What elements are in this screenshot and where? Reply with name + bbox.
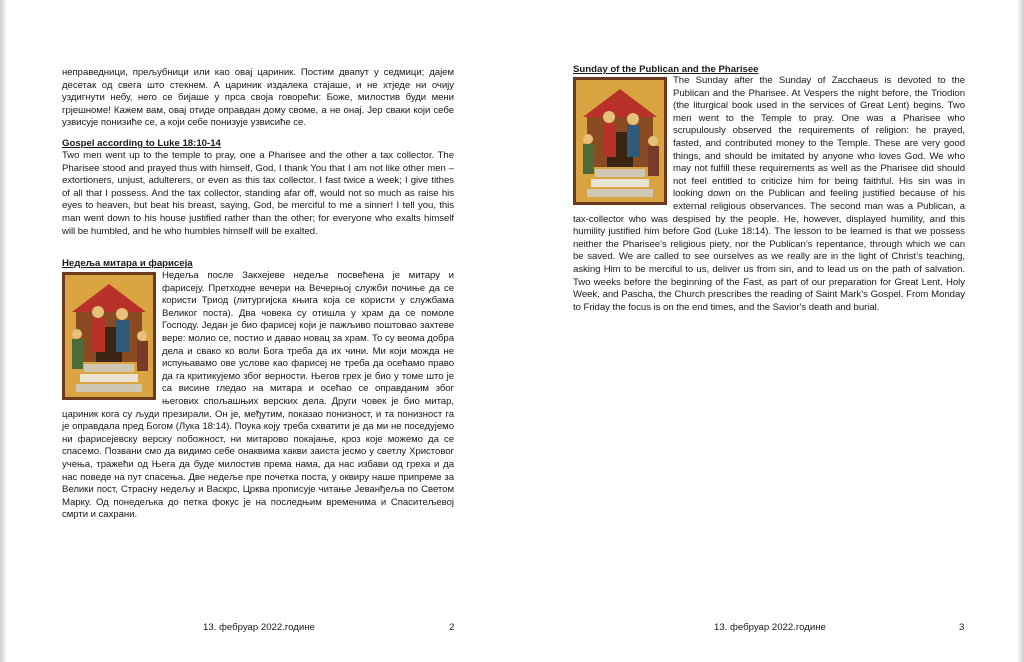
serbian-paragraph: Недеља после Закхејеве недеље посвећена је митару и фарисеју. Претходне вечери на Вечерњој служби почиње да се користи Триод (литургијска књига која се користи у службама Великог поста). Два човека су отишла у храм да се помоле Господу. Један је био фарисеј који је пажљиво поштовао захтеве вере: молио се, постио и давао новац за храм. То су веома добра дела и свако ко воли Бога треба да их чини. Ми који можда не испуњавамо ове услове као фарисеј не треба да осећамо право да га критикујемо због верности. Његов грех је био у томе што је са висине гледао на митара и осећао се оправданим због његових спољашњих верских дела. Други човек је био митар, цариник кога су људи презирали. Он је, међутим, показао понизност, и та понизност га је оправдала пред Богом (Лука 18:14). Поука коју треба схватити је да ми не поседујемо ни фарисејевску верску побожност, ни митарово покајање, кроз које можемо да се спасемо. Позвани смо да видимо себе онаквима какви заиста јесмо у светлу Христовог учења, тражећи од Њега да буде милостив према нама, да нас избави од греха и да нас поведе на пут спасења. Две недеље пре почетка поста, у оквиру наше припреме за Велики пост, Страсну недељу и Васкрс, Црква прописује читање Јеванђеља по Светом Марку. Од понедељка до петка фокус је на последњим временима и Спаситељевој смрти и сахрани.: [62, 270, 454, 521]
footer-date-right: 13. фебруар 2022.године: [714, 622, 826, 633]
gospel-heading: Gospel according to Luke 18:10-14: [62, 138, 221, 149]
serbian-heading: Недеља митара и фарисеја: [62, 258, 193, 269]
intro-paragraph: неправедници, прељубници или као овај цариник. Постим двапут у седмици; дајем десетак од свега што стекнем. А цариник издалека стајаше, и не хтједе ни очију уздигнути небу, него се бијаше у прса своја говорећи: Боже, милостив буди мени грјешноме! Кажем вам, овај отиде оправдан дому своме, а не онај. Јер сваки који себе узвисује понизиће се, а који себе понизује узвисиће се.: [62, 67, 454, 129]
page-number-left: 2: [449, 622, 455, 633]
right-edge-shadow: [1018, 0, 1024, 662]
english-section: [573, 75, 965, 314]
english-heading: Sunday of the Publican and the Pharisee: [573, 64, 759, 75]
publican-pharisee-icon-right: [573, 77, 667, 205]
english-paragraph: The Sunday after the Sunday of Zacchaeus is devoted to the Publican and the Pharisee. At Vespers the night before, the Triodion (the liturgical book used in the services of Great Lent) begins. Two men went to the Temple to pray. One was a Pharisee who scrupulously observed the requirements of religion: he prayed, fasted, and contributed money to the Temple. These are very good things, and should be imitated by anyone who loves God. We who may not fulfill these requirements as well as the Pharisee did should not feel entitled to criticize him for being faithful. His sin was in looking down on the Publican and feeling justified because of his external religious observances. The second man was a Publican, a tax-collector who was despised by the people. He, however, displayed humility, and this humility justified him before God (Luke 18:14). The lesson to be learned is that we possess neither the Pharisee’s religious piety, nor the Publican’s repentance, through which we can be saved. We are called to see ourselves as we really are in the light of Christ’s teaching, asking Him to be merciful to us, deliver us from sin, and to lead us on the path of salvation. Two weeks before the beginning of the Fast, as part of our preparation for Great Lent, Holy Week, and Pascha, the Church prescribes the reading of Saint Mark’s Gospel. From Monday to Friday the focus is on the end times, and the Savior's death and burial.: [573, 75, 965, 313]
serbian-section: [62, 270, 454, 522]
publican-pharisee-icon: [62, 272, 156, 400]
gospel-paragraph: Two men went up to the temple to pray, one a Pharisee and the other a tax collector. The Pharisee stood and prayed thus with himself, God, I thank You that I am not like other men – extortioners, unjust, adulterers, or even as this tax collector. I fast twice a week; I give tithes of all that I possess. And the tax collector, standing afar off, would not so much as raise his eyes to heaven, but beat his breast, saying, God, be merciful to me a sinner! I tell you, this man went down to his house justified rather than the other; for everyone who exalts himself will be humbled, and he who humbles himself will be exalted.: [62, 150, 454, 237]
left-edge-shadow: [0, 0, 6, 662]
page-number-right: 3: [959, 622, 965, 633]
footer-date-left: 13. фебруар 2022.године: [203, 622, 315, 633]
